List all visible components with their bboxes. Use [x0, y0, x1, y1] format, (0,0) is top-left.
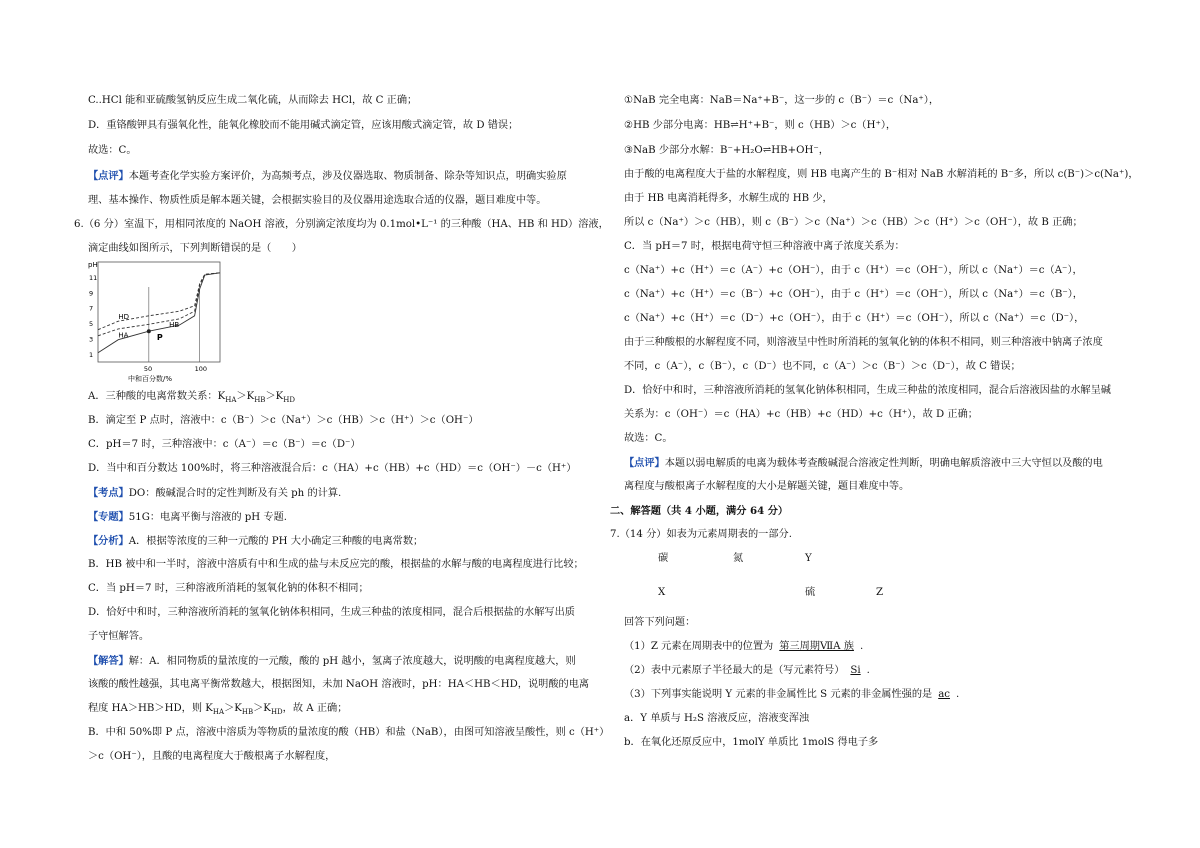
review-tag: 【点评】: [624, 457, 665, 469]
y-tick-label: 3: [89, 335, 94, 344]
kaodian-text: DO：酸碱混合时的定性判断及有关 ph 的计算.: [128, 488, 342, 499]
jieda-line: 该酸的酸性越强，其电离平衡常数越大，根据图知，未加 NaOH 溶液时，pH：HA＜HB＜HD，说明酸的电离: [88, 679, 590, 690]
y-tick-label: 11: [89, 273, 98, 282]
section-heading: 二、解答题（共 4 小题，满分 64 分）: [610, 505, 789, 517]
jieda: [88, 654, 576, 669]
zhuanti: [88, 510, 287, 525]
option-c: C．pH＝7 时，三种溶液中：c（A⁻）＝c（B⁻）＝c（D⁻）: [88, 439, 361, 450]
x-tick-label: 50: [143, 365, 153, 373]
question-6-stem: 6.（6 分）室温下，用相同浓度的 NaOH 溶液，分别滴定浓度均为 0.1mol•L⁻¹ 的三种酸（HA、HB 和 HD）溶液，: [74, 219, 609, 230]
sub-question-text: （2）表中元素原子半径最大的是（写元素符号）: [624, 665, 845, 676]
option-d: D．当中和百分数达 100%时，将三种溶液混合后：c（HA）+c（HB）+c（HD）＝c（OH⁻）－c（H⁺）: [88, 463, 577, 474]
zhuanti-tag: 【专题】: [88, 511, 129, 523]
text-line: 不同，c（A⁻），c（B⁻），c（D⁻）也不同，c（A⁻）＞c（B⁻）＞c（D⁻），故 C 错误；: [624, 361, 1021, 372]
jieda-tag: 【解答】: [88, 655, 129, 667]
chart-xlabel: 中和百分数/%: [128, 375, 173, 383]
fenxi-tag: 【分析】: [88, 535, 129, 547]
x-tick-label: 100: [194, 365, 208, 373]
chart-ylabel: pH: [88, 261, 98, 269]
series-label-ha: HA: [118, 331, 129, 340]
titration-chart: [86, 257, 226, 385]
jieda-line: ＞c（OH⁻），且酸的电离程度大于酸根离子水解程度，: [88, 751, 336, 762]
text-line: 由于 HB 电离消耗得多，水解生成的 HB 少，: [624, 193, 833, 204]
text-line: D．重铬酸钾具有强氧化性，能氧化橡胶而不能用碱式滴定管，应该用酸式滴定管，故 D 错误；: [88, 120, 519, 131]
table-cell: 氮: [733, 553, 744, 564]
sub-question-text: （3）下列事实能说明 Y 元素的非金属性比 S 元素的非金属性强的是: [624, 689, 933, 700]
text-line: 由于酸的电离程度大于盐的水解程度，则 HB 电离产生的 B⁻相对 NaB 水解消耗的 B⁻多，所以 c(B⁻)＞c(Na⁺)，: [624, 169, 1139, 180]
fenxi-line: C．当 pH＝7 时，三种溶液所消耗的氢氧化钠的体积不相同；: [88, 583, 369, 594]
review-line: 离程度与酸根离子水解程度的大小是解题关键，题目难度中等。: [624, 481, 910, 492]
y-tick-label: 9: [89, 289, 94, 298]
answer-blank: ac: [938, 689, 950, 700]
review-tag: 【点评】: [88, 170, 129, 182]
review-text: 本题以弱电解质的电离为载体考查酸碱混合溶液定性判断，明确电解质溶液中三大守恒以及酸的电: [664, 458, 1103, 469]
text-line: ③NaB 少部分水解：B⁻+H₂O⇌HB+OH⁻，: [624, 145, 829, 156]
kaodian: [88, 486, 341, 501]
y-tick-label: 5: [89, 320, 94, 329]
ask-text: 回答下列问题：: [624, 617, 696, 628]
fenxi-text: A．根据等浓度的三种一元酸的 PH 大小确定三种酸的电离常数；: [128, 536, 424, 547]
text-line: 故选：C。: [624, 433, 673, 444]
fenxi-line: B．HB 被中和一半时，溶液中溶质有中和生成的盐与未反应完的酸，根据盐的水解与酸的电离程度进行比较；: [88, 559, 584, 570]
chart-frame: [98, 262, 220, 362]
point-p-label: P: [156, 333, 163, 343]
series-label-hb: HB: [169, 320, 180, 329]
zhuanti-text: 51G：电离平衡与溶液的 pH 专题.: [128, 512, 288, 523]
choice-a: a．Y 单质与 H₂S 溶液反应，溶液变浑浊: [624, 713, 810, 724]
answer-blank: Si: [850, 665, 861, 676]
table-cell: Y: [805, 553, 812, 564]
text-line: C．当 pH＝7 时，根据电荷守恒三种溶液中离子浓度关系为：: [624, 241, 905, 252]
text-line: c（Na⁺）+c（H⁺）＝c（D⁻）+c（OH⁻），由于 c（H⁺）＝c（OH⁻），所以 c（Na⁺）＝c（D⁻），: [624, 313, 1085, 324]
text-line: c（Na⁺）+c（H⁺）＝c（A⁻）+c（OH⁻），由于 c（H⁺）＝c（OH⁻），所以 c（Na⁺）＝c（A⁻），: [624, 265, 1083, 276]
sub-question-end: .: [955, 689, 960, 700]
table-cell: 碳: [658, 553, 669, 564]
sub-question-3: [624, 688, 959, 702]
sub-question-text: （1）Z 元素在周期表中的位置为: [624, 641, 774, 652]
text-line: D．恰好中和时，三种溶液所消耗的氢氧化钠体积相同，生成三种盐的浓度相同，混合后溶液因盐的水解呈碱: [624, 385, 1111, 396]
fenxi-line: 子守恒解答。: [88, 631, 150, 642]
sub-question-1: [624, 640, 863, 654]
jieda-line: B．中和 50%即 P 点，溶液中溶质为等物质的量浓度的酸（HB）和盐（NaB），由图可知溶液呈酸性，则 c（H⁺）: [88, 727, 610, 738]
jieda-line: 程度 HA＞HB＞HD，则 $K_{HA}>K_{HB}>K_{HD}$，故 A 正确；: [88, 703, 348, 717]
kaodian-tag: 【考点】: [88, 487, 129, 499]
choice-b: b．在氧化还原反应中，1molY 单质比 1molS 得电子多: [624, 737, 879, 748]
sub-question-2: [624, 664, 870, 678]
fenxi-line: D．恰好中和时，三种溶液所消耗的氢氧化钠体积相同，生成三种盐的浓度相同，混合后根据盐的水解写出质: [88, 607, 575, 618]
y-tick-label: 7: [89, 304, 94, 313]
text-line: 关系为：c（OH⁻）＝c（HA）+c（HB）+c（HD）+c（H⁺），故 D 正确；: [624, 409, 978, 420]
text-line: ②HB 少部分电离：HB⇌H⁺+B⁻，则 c（HB）＞c（H⁺），: [624, 120, 897, 131]
point-p-marker: [147, 329, 151, 333]
review-line: [624, 456, 1103, 471]
review-text: 本题考查化学实验方案评价，为高频考点，涉及仪器选取、物质制备、除杂等知识点，明确实验原: [128, 171, 567, 182]
text-line: 故选：C。: [88, 145, 137, 156]
question-6-stem-2: 滴定曲线如图所示，下列判断错误的是（ ）: [88, 243, 302, 254]
sub-question-end: .: [859, 641, 864, 652]
table-cell: Z: [876, 587, 884, 598]
table-cell: 硫: [805, 587, 816, 598]
option-a: A．三种酸的电离常数关系：$K_{HA}>K_{HB}>K_{HD}$: [88, 391, 295, 405]
text-line: C..HCl 能和亚硫酸氢钠反应生成二氧化硫，从而除去 HCl，故 C 正确；: [88, 95, 418, 106]
y-tick-label: 1: [89, 350, 94, 359]
fenxi: [88, 534, 423, 549]
question-7-stem: 7.（14 分）如表为元素周期表的一部分.: [610, 529, 792, 540]
text-line: ①NaB 完全电离：NaB＝Na⁺+B⁻，这一步的 c（B⁻）＝c（Na⁺），: [624, 95, 940, 106]
jieda-text: 解：A．相同物质的量浓度的一元酸，酸的 pH 越小，氢离子浓度越大，说明酸的电离程度越大，则: [128, 656, 576, 667]
series-label-hd: HD: [118, 313, 129, 322]
text-line: 由于三种酸根的水解程度不同，则溶液呈中性时所消耗的氢氧化钠的体积不相同，则三种溶液中钠离子浓度: [624, 337, 1103, 348]
review-line: 理、基本操作、物质性质是解本题关键，会根据实验目的及仪器用途选取合适的仪器，题目难度中等。: [88, 195, 547, 206]
option-b: B．滴定至 P 点时，溶液中：c（B⁻）＞c（Na⁺）＞c（HB）＞c（H⁺）＞c（OH⁻）: [88, 415, 479, 426]
sub-question-end: .: [866, 665, 870, 676]
text-line: 所以 c（Na⁺）＞c（HB），则 c（B⁻）＞c（Na⁺）＞c（HB）＞c（H⁺）＞c（OH⁻），故 B 正确；: [624, 217, 1083, 228]
answer-blank: 第三周期ⅦA 族: [779, 641, 854, 652]
text-line: c（Na⁺）+c（H⁺）＝c（B⁻）+c（OH⁻），由于 c（H⁺）＝c（OH⁻），所以 c（Na⁺）＝c（B⁻），: [624, 289, 1083, 300]
table-cell: X: [658, 587, 666, 598]
review-line: [88, 169, 567, 184]
